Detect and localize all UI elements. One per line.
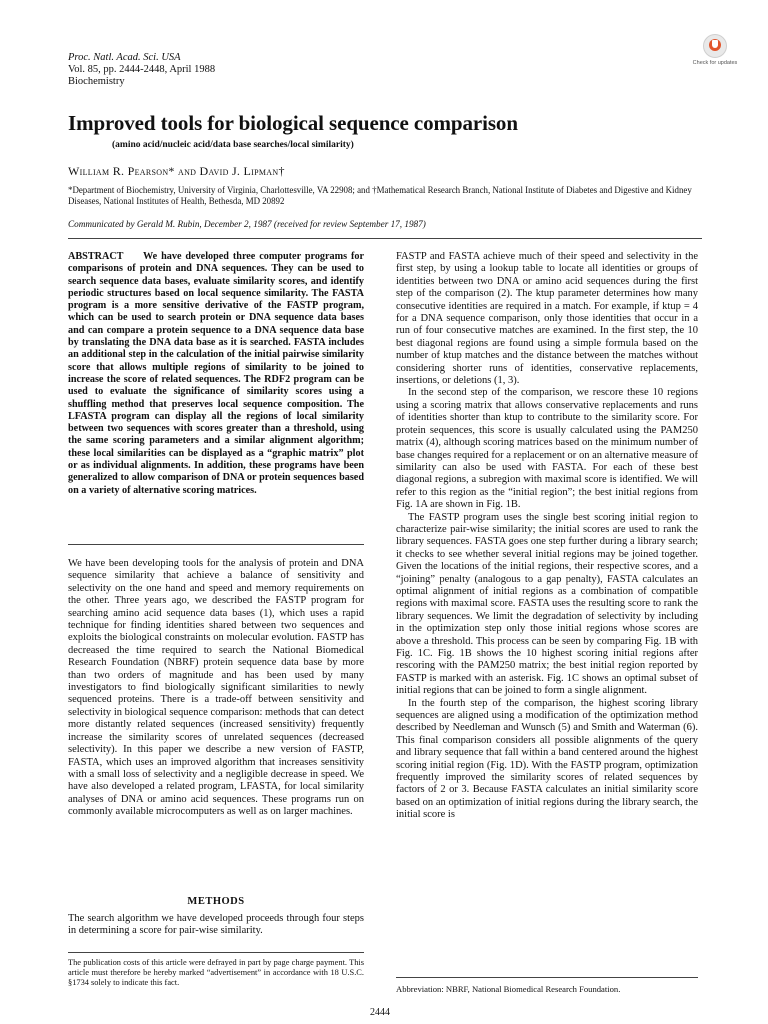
- journal-header: [68, 52, 215, 88]
- introduction-text: [68, 558, 364, 819]
- abbreviation-footnote: Abbreviation: NBRF, National Biomedical Research Foundation.: [396, 984, 621, 994]
- right-paragraph-1: FASTP and FASTA achieve much of their speed and selectivity in the first step, by using a lookup table to locate all identities or groups of identities between two DNA or amino acid sequences during the first step of the comparison (2). The ktup parameter determines how many consecutive identities are required in a match. For example, if ktup = 4 for a DNA sequence comparison, only those identities that occur in a run of four consecutive matches are examined. In the first step, the 10 best diagonal regions are found using a simple formula based on the number of ktup matches and the distance between the matches without considering shorter runs of identities, conservative replacements, insertions, or deletions (1, 3).: [396, 251, 698, 387]
- methods-paragraph: The search algorithm we have developed proceeds through four steps in determining a score for pair-wise similarity.: [68, 913, 364, 937]
- journal-volume: Vol. 85, pp. 2444-2448, April 1988: [68, 64, 216, 75]
- abstract-block: [68, 251, 364, 497]
- article-title: Improved tools for biological sequence comparison: [68, 111, 518, 135]
- abstract-label: ABSTRACT: [68, 251, 124, 262]
- communicated-line: Communicated by Gerald M. Rubin, December 2, 1987 (received for review September 17, 1987): [68, 219, 426, 229]
- right-paragraph-3: The FASTP program uses the single best scoring initial region to characterize pair-wise similarity; the initial scores are used to rank the library sequences. FASTA goes one step further during a library search; it checks to see whether several initial regions may be joined together. Given the locations of the initial regions, their respective scores, and a “joining” penalty (analogous to a gap penalty), FASTA calculates an optimal alignment of initial regions as a combination of compatible regions with maximal score. FASTA uses the resulting score to rank the library sequences. We limit the degradation of selectivity by including in the optimization step only those initial regions whose scores are above a threshold. This process can be seen by comparing Fig. 1B with Fig. 1C. Fig. 1B shows the 10 highest scoring initial regions after rescoring with the PAM250 matrix; the best initial region reported by FASTP is marked with an asterisk. Fig. 1C shows an optimal subset of initial regions that can be joined to form a single alignment.: [396, 511, 698, 697]
- journal-section: Biochemistry: [68, 76, 125, 87]
- article-authors: William R. Pearson* and David J. Lipman†: [68, 164, 285, 178]
- intro-paragraph: We have been developing tools for the analysis of protein and DNA sequence similarity that achieve a balance of sensitivity and selectivity on the one hand and speed and memory requirements on the other. Three years ago, we described the FASTP program for searching amino acid sequence data bases (1), which uses a rapid technique for finding identities shared between two sequences and exploits the biological constraints on molecular evolution. FASTP has decreased the time required to search the National Biomedical Research Foundation (NBRF) protein sequence data base by more than two orders of magnitude and has been used by many investigators to find biologically significant similarities to newly sequenced proteins. There is a trade-off between sensitivity and selectivity in biological sequence comparison: methods that can detect more distantly related sequences (increased sensitivity) frequently increase the similarity scores of unrelated sequences (decreased selectivity). In this paper we describe a new version of FASTP, FASTA, which uses an improved algorithm that increases sensitivity with a small loss of selectivity and a negligible decrease in speed. We have also developed a related program, LFASTA, for local similarity analyses of DNA or amino acid sequences. These programs run on commonly available microcomputers as well as on larger machines.: [68, 558, 364, 818]
- methods-text: [68, 913, 364, 938]
- abstract-text: We have developed three computer programs for comparisons of protein and DNA sequences. They can be used to search sequence data bases, evaluate similarity scores, and identify periodic structures based on local sequence similarity. The FASTA program is a more sensitive derivative of the FASTP program, which can be used to search protein or DNA sequence data bases and can compare a protein sequence to a DNA sequence data base by translating the DNA data base as it is searched. FASTA includes an additional step in the calculation of the initial pairwise similarity score that allows multiple regions of similarity to be joined to increase the score of related sequences. The RDF2 program can be used to evaluate the significance of similarity scores using a shuffling method that preserves local sequence composition. The LFASTA program can display all the regions of local similarity between two sequences with scores greater than a threshold, using the same scoring parameters and a similar alignment algorithm; these local similarities can be displayed as a “graphic matrix” plot or as individual alignments. In addition, these programs have been generalized to allow comparison of DNA or protein sequences based on a variety of alternative scoring matrices.: [68, 251, 365, 496]
- page-number: 2444: [370, 1007, 390, 1018]
- check-for-updates-badge[interactable]: [692, 34, 738, 74]
- journal-name: Proc. Natl. Acad. Sci. USA: [68, 52, 181, 63]
- article-keywords: (amino acid/nucleic acid/data base searches/local similarity): [112, 140, 354, 150]
- methods-heading: METHODS: [187, 896, 245, 907]
- header-divider: [68, 238, 702, 239]
- abstract-divider: [68, 544, 364, 545]
- publication-cost-footnote: The publication costs of this article were defrayed in part by page charge payment. This article must therefore be hereby marked “advertisement” in accordance with 18 U.S.C. §1734 solely to indicate this fact.: [68, 958, 364, 987]
- right-column-text: [396, 251, 698, 822]
- abbreviation-divider: [396, 977, 698, 978]
- check-updates-label: Check for updates: [692, 60, 738, 66]
- check-updates-icon: [703, 34, 727, 58]
- author-affiliation: *Department of Biochemistry, University of Virginia, Charlottesville, VA 22908; and †Mathematical Research Branch, National Institute of Diabetes and Digestive and Kidney Diseases, National Institutes of Health, Bethesda, MD 20892: [68, 185, 692, 206]
- footnote-divider: [68, 952, 364, 953]
- right-paragraph-4: In the fourth step of the comparison, the highest scoring library sequences are aligned using a modification of the optimization method described by Needleman and Wunsch (5) and Smith and Waterman (6). This final comparison considers all possible alignments of the query and library sequence that fall within a band centered around the highest scoring initial region (Fig. 1D). With the FASTP program, optimization frequently improved the similarity scores of related sequences by factors of 2 or 3. Because FASTA calculates an initial similarity score based on an optimization of initial regions during the library search, the initial score is: [396, 697, 698, 821]
- right-paragraph-2: In the second step of the comparison, we rescore these 10 regions using a scoring matrix that allows conservative replacements and runs of identities shorter than ktup to contribute to the similarity score. For protein sequences, this score is usually calculated using the PAM250 matrix (4), although scoring matrices based on the minimum number of base changes required for a replacement or on an alternative measure of similarity can also be used with FASTA. For each of these best diagonal regions, a subregion with maximal score is identified. We will refer to this region as the “initial region”; the best initial regions from Fig. 1A are shown in Fig. 1B.: [396, 387, 698, 511]
